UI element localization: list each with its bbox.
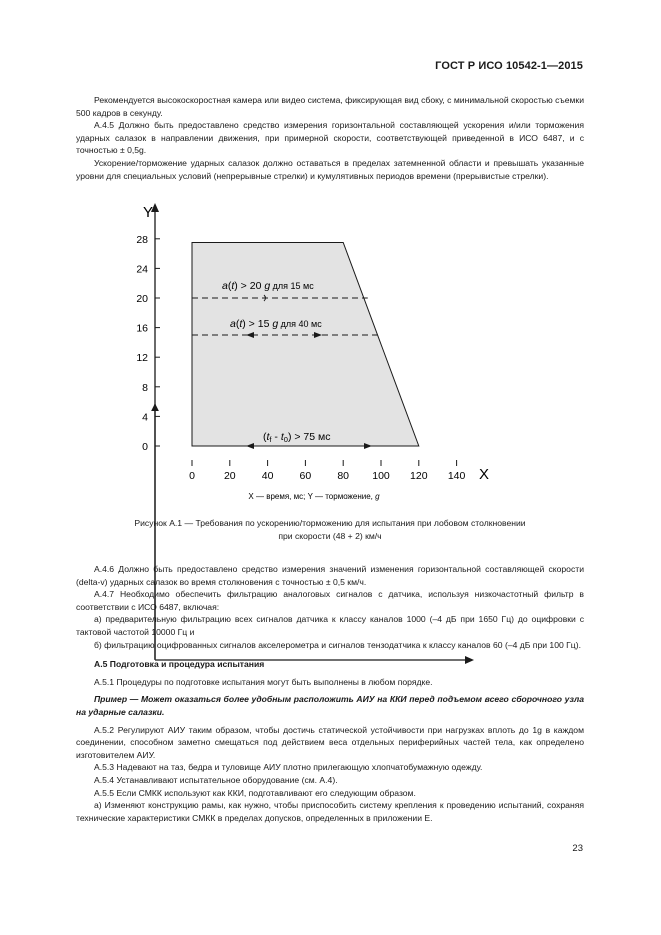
figure-caption — [76, 517, 584, 542]
caption-line-1: Рисунок А.1 — Требования по ускорению/торможению для испытания при лобовом столкновении — [134, 518, 526, 528]
paragraph-a55a: а) Изменяют конструкцию рамы, как нужно, чтобы приспособить систему крепления к проведению испытаний, сохраняя технические характеристики СМКК в пределах допусков, определенных в приложении Е. — [76, 800, 584, 823]
y-tick-label: 4 — [142, 411, 148, 424]
x-axis-label: X — [478, 466, 490, 483]
x-tick-label: 140 — [447, 470, 466, 482]
paragraph-a54: А.5.4 Устанавливают испытательное оборудование (см. А.4). — [94, 774, 338, 785]
y-tick-label: 0 — [142, 441, 148, 453]
paragraph-a47: А.4.7 Необходимо обеспечить фильтрацию аналоговых сигналов с датчика, используя низкочастотный фильтр в соответствии с ИСО 6487, включая: — [76, 589, 584, 612]
duration-label: (tf - t0) > 75 мс — [263, 431, 331, 444]
document-header: ГОСТ Р ИСО 10542-1—2015 — [435, 60, 583, 72]
acceleration-corridor — [192, 243, 419, 447]
x-tick-label: 60 — [299, 470, 312, 482]
paragraph-a47a: а) предварительную фильтрацию всех сигналов датчика к классу каналов 1000 (–4 дБ при 1650 Гц) до оцифровки с тактовой частотой 10000 Гц и — [76, 614, 584, 637]
y-tick-label: 12 — [136, 352, 148, 365]
paragraph-a45: А.4.5 Должно быть предоставлено средство измерения горизонтальной составляющей ускорения и/или торможения ударных салазок в направлении движения, при примерной скорости, соответствующей приведенной в ИСО 6487, и с точностью ± 0,5g. — [76, 120, 584, 156]
y-tick-label: 16 — [136, 322, 148, 335]
text-block-top — [76, 94, 584, 182]
paragraph-a46: А.4.6 Должно быть предоставлено средство измерения значений изменения горизонтальной составляющей скорости (delta-v) ударных салазок во время столкновения с точностью ± 0,5 км/ч. — [76, 564, 584, 587]
x-tick-label: 20 — [223, 470, 236, 482]
section-a5-title: А.5 Подготовка и процедура испытания — [94, 659, 265, 670]
axis-legend: X — время, мс; Y — торможение, g — [248, 492, 380, 501]
example-note: Пример — Может оказаться более удобным расположить АИУ на ККИ перед подъемом всего сборочного узла на ударные салазки. — [76, 694, 584, 717]
y-tick-label: 24 — [136, 263, 148, 276]
paragraph-a53: А.5.3 Надевают на таз, бедра и туловище АИУ плотно прилегающую хлопчатобумажную одежду. — [94, 762, 483, 773]
y-tick-label: 8 — [142, 381, 148, 394]
y-tick-label: 28 — [136, 233, 148, 246]
paragraph-a51: А.5.1 Процедуры по подготовке испытания могут быть выполнены в любом порядке. — [94, 676, 433, 687]
caption-line-2: при скорости (48 + 2) км/ч — [278, 530, 382, 541]
paragraph: Рекомендуется высокоскоростная камера или видео система, фиксирующая вид сбоку, с минимальной скоростью съемки 500 кадров в секунду. — [76, 95, 584, 118]
deceleration-chart — [0, 195, 661, 501]
x-tick-label: 40 — [261, 470, 274, 482]
paragraph-a47b: б) фильтрацию оцифрованных сигналов акселерометра и сигналов тензодатчика к классу каналов 60 (–4 дБ при 100 Гц). — [94, 639, 581, 650]
level-15-label: a(t) > 15 g для 40 мс — [230, 318, 322, 330]
x-tick-label: 0 — [189, 470, 195, 482]
y-tick-label: 20 — [136, 293, 148, 305]
level-20-label: a(t) > 20 g для 15 мс — [222, 280, 314, 292]
page-number: 23 — [572, 843, 583, 854]
paragraph: Ускорение/торможение ударных салазок должно оставаться в пределах затемненной области и превышать указанные уровни для специальных условий (непрерывные стрелки) и кумулятивных периодов времени (прерывистые стрелки). — [76, 157, 584, 181]
paragraph-a52: А.5.2 Регулируют АИУ таким образом, чтобы достичь статической устойчивости при нагрузках вплоть до 1g в каждом соединении, способном заметно смещаться под действием веса отдельных периферийных частей тела, как определено изготовителем АИУ. — [76, 724, 584, 760]
x-tick-label: 100 — [372, 470, 390, 482]
paragraph-a55: А.5.5 Если СМКК используют как ККИ, подготавливают его следующим образом. — [94, 787, 416, 798]
x-tick-label: 120 — [410, 470, 428, 482]
x-tick-label: 80 — [337, 470, 350, 482]
y-axis-label: Y — [142, 204, 154, 221]
text-block-bottom — [76, 563, 584, 824]
